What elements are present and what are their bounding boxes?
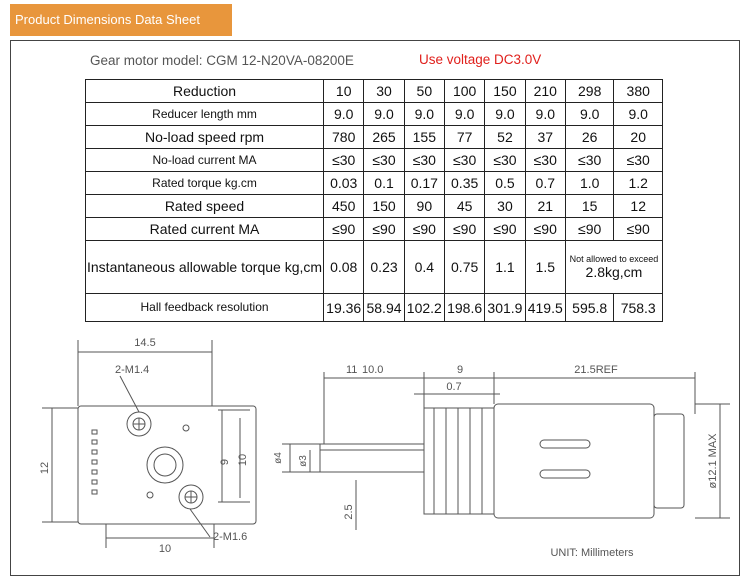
front-screw-bottom-label: 2-M1.6 xyxy=(213,531,248,543)
spec-row-label: Reduction xyxy=(86,80,324,103)
torque-limit-note-value: 2.8kg,cm xyxy=(585,264,643,280)
datasheet-banner: Product Dimensions Data Sheet xyxy=(10,4,232,36)
spec-cell: 1.1 xyxy=(485,241,525,294)
spec-cell: ≤90 xyxy=(614,218,663,241)
spec-cell: 77 xyxy=(444,126,484,149)
side-dim-flat: 2.5 xyxy=(343,504,355,520)
spec-row-label: No-load current MA xyxy=(86,149,324,172)
spec-cell: ≤90 xyxy=(444,218,484,241)
spec-cell: 30 xyxy=(485,195,525,218)
spec-cell: 298 xyxy=(565,80,614,103)
spec-cell: 21 xyxy=(525,195,565,218)
spec-row-label: Rated current MA xyxy=(86,218,324,241)
spec-cell: 301.9 xyxy=(485,294,525,322)
spec-row-label: Reducer length mm xyxy=(86,103,324,126)
spec-cell: ≤90 xyxy=(404,218,444,241)
spec-cell: 265 xyxy=(364,126,404,149)
spec-cell: 90 xyxy=(404,195,444,218)
spec-cell: 780 xyxy=(324,126,364,149)
spec-cell: 0.03 xyxy=(324,172,364,195)
spec-cell: 45 xyxy=(444,195,484,218)
spec-cell: 0.4 xyxy=(404,241,444,294)
spec-cell: 198.6 xyxy=(444,294,484,322)
side-dim-spacer: 0.7 xyxy=(446,381,462,393)
spec-cell: ≤30 xyxy=(444,149,484,172)
spec-cell: ≤90 xyxy=(324,218,364,241)
spec-cell: 9.0 xyxy=(404,103,444,126)
output-shaft xyxy=(320,444,424,472)
spec-cell: ≤90 xyxy=(525,218,565,241)
spec-row-label: Rated speed xyxy=(86,195,324,218)
spec-cell: 0.5 xyxy=(485,172,525,195)
spec-cell: 9.0 xyxy=(614,103,663,126)
spec-cell: ≤30 xyxy=(485,149,525,172)
spec-cell: 100 xyxy=(444,80,484,103)
side-dim-motor: 21.5REF xyxy=(574,364,618,376)
spec-row-label: Rated torque kg.cm xyxy=(86,172,324,195)
spec-row-label: Instantaneous allowable torque kg,cm xyxy=(86,241,324,294)
spec-cell: 450 xyxy=(324,195,364,218)
spec-cell: ≤30 xyxy=(404,149,444,172)
spec-row-label: Hall feedback resolution xyxy=(86,294,324,322)
spec-cell: 0.17 xyxy=(404,172,444,195)
spec-cell: 10 xyxy=(324,80,364,103)
spec-cell: 0.7 xyxy=(525,172,565,195)
motor-model: Gear motor model: CGM 12-N20VA-08200E xyxy=(90,53,354,68)
spec-cell: 58.94 xyxy=(364,294,404,322)
spec-cell: 380 xyxy=(614,80,663,103)
spec-cell: 0.35 xyxy=(444,172,484,195)
side-dim-gearbox: 9 xyxy=(456,364,464,376)
spec-cell: 595.8 xyxy=(565,294,614,322)
front-dim-inner-9: 9 xyxy=(219,458,231,466)
spec-cell: 0.23 xyxy=(364,241,404,294)
side-dim-shaft-prefix: 11 xyxy=(346,364,358,376)
spec-cell: 210 xyxy=(525,80,565,103)
front-dim-height: 12 xyxy=(39,461,51,475)
spec-cell: 19.36 xyxy=(324,294,364,322)
spec-cell: 758.3 xyxy=(614,294,663,322)
spec-cell: 9.0 xyxy=(444,103,484,126)
spec-cell: ≤90 xyxy=(364,218,404,241)
spec-cell: 1.2 xyxy=(614,172,663,195)
spec-cell: 0.75 xyxy=(444,241,484,294)
spec-cell: 37 xyxy=(525,126,565,149)
spec-cell: 26 xyxy=(565,126,614,149)
spec-cell: 50 xyxy=(404,80,444,103)
spec-cell: 1.5 xyxy=(525,241,565,294)
spec-cell: 9.0 xyxy=(324,103,364,126)
front-dim-inner-10: 10 xyxy=(237,453,249,467)
spec-cell: 20 xyxy=(614,126,663,149)
spec-cell: 1.0 xyxy=(565,172,614,195)
spec-cell: 9.0 xyxy=(364,103,404,126)
spec-cell: ≤30 xyxy=(565,149,614,172)
motor-body xyxy=(494,404,654,518)
spec-cell: 9.0 xyxy=(525,103,565,126)
side-dim-shaft: 10.0 xyxy=(362,364,384,376)
spec-cell: ≤90 xyxy=(565,218,614,241)
spec-cell: 52 xyxy=(485,126,525,149)
voltage-spec: Use voltage DC3.0V xyxy=(419,52,542,67)
spec-cell: 12 xyxy=(614,195,663,218)
spec-cell: 9.0 xyxy=(485,103,525,126)
spec-cell: ≤30 xyxy=(324,149,364,172)
units-label: UNIT: Millimeters xyxy=(550,547,634,559)
side-dim-d4: ø4 xyxy=(273,452,284,464)
side-dim-diameter-max: ø12.1 MAX xyxy=(707,433,719,489)
spec-cell: ≤30 xyxy=(614,149,663,172)
spec-cell: 15 xyxy=(565,195,614,218)
spec-cell: 150 xyxy=(485,80,525,103)
spec-cell: 9.0 xyxy=(565,103,614,126)
spec-cell: ≤90 xyxy=(485,218,525,241)
spec-cell: 155 xyxy=(404,126,444,149)
spec-cell: 419.5 xyxy=(525,294,565,322)
front-dim-width-bottom: 10 xyxy=(158,543,172,555)
front-screw-top-label: 2-M1.4 xyxy=(115,364,150,376)
spec-cell: 102.2 xyxy=(404,294,444,322)
spec-cell: 150 xyxy=(364,195,404,218)
spec-cell: ≤30 xyxy=(364,149,404,172)
spec-cell: 0.1 xyxy=(364,172,404,195)
motor-endcap xyxy=(654,414,684,508)
spec-cell: ≤30 xyxy=(525,149,565,172)
shaft-boss xyxy=(147,447,183,483)
spec-row-label: No-load speed rpm xyxy=(86,126,324,149)
side-dim-d3: ø3 xyxy=(298,455,309,467)
spec-cell: 30 xyxy=(364,80,404,103)
front-dim-width-top: 14.5 xyxy=(134,337,156,349)
spec-cell: 0.08 xyxy=(324,241,364,294)
torque-limit-note-small: Not allowed to exceed xyxy=(569,254,659,264)
